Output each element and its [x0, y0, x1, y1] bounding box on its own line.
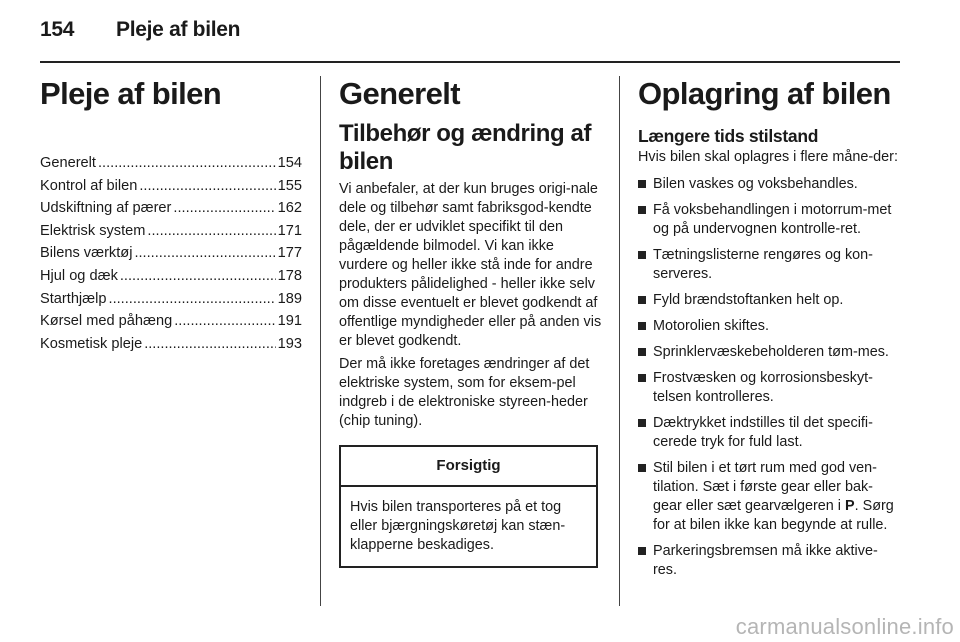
toc-page-number: 171 — [277, 222, 302, 239]
list-item: Fyld brændstoftanken helt op. — [638, 291, 900, 310]
list-item: Få voksbehandlingen i motorrum-met og på undervognen kontrolle-ret. — [638, 201, 900, 239]
list-item: Motorolien skiftes. — [638, 317, 900, 336]
toc-leader-dots — [120, 265, 276, 288]
gear-text-before: Stil bilen i et tørt rum med god ven-tilation. Sæt i første gear eller bak-gear eller sæt gearvælgeren i — [653, 460, 877, 514]
storage-intro: Hvis bilen skal oplagres i flere måne-der: — [638, 149, 898, 165]
section-title-storage: Oplagring af bilen — [638, 76, 891, 111]
column-divider-1 — [320, 76, 321, 606]
accessories-paragraph: Vi anbefaler, at der kun bruges origi-nale dele og tilbehør samt fabriksgod-kendte dele, der er udviklet specifikt til den pågældende bilmodel. Vi kan ikke vurdere og heller ikke stå inde for andre produkters pålidelighed - heller ikke selv om disse eventuelt er blevet godkendt af offentlige myndigheder eller på anden vis er blevet godkendt. — [339, 181, 602, 349]
toc-leader-dots — [134, 242, 275, 265]
page-number: 154 — [40, 18, 75, 41]
gear-position-p: P — [844, 498, 855, 514]
storage-section-column — [638, 76, 900, 587]
list-item: Sprinklervæskebeholderen tøm-mes. — [638, 343, 900, 362]
list-item: Bilen vaskes og voksbehandles. — [638, 175, 900, 194]
list-item: Frostvæsken og korrosionsbeskyt-telsen kontrolleres. — [638, 369, 900, 407]
toc-label: Kontrol af bilen — [40, 177, 138, 194]
toc-page-number: 155 — [277, 177, 302, 194]
toc-entry[interactable] — [40, 220, 302, 243]
electrical-changes-paragraph: Der må ikke foretages ændringer af det elektriske system, som for eksem-pel indgreb i de elektroniske styreen-heder (chip tuning). — [339, 356, 590, 429]
list-item: Parkeringsbremsen må ikke aktive-res. — [638, 542, 900, 580]
toc-leader-dots — [98, 152, 276, 175]
toc-label: Kørsel med påhæng — [40, 313, 173, 330]
caution-box — [339, 445, 598, 568]
toc-label: Bilens værktøj — [40, 245, 133, 262]
gear-text-after: . Sørg for at bilen ikke kan begynde at rulle. — [653, 498, 894, 533]
toc-leader-dots — [173, 197, 275, 220]
toc-label: Generelt — [40, 155, 96, 171]
toc-leader-dots — [144, 333, 275, 356]
list-item — [638, 459, 900, 535]
toc-label: Hjul og dæk — [40, 267, 118, 284]
chapter-contents-column — [40, 76, 302, 355]
table-of-contents — [40, 152, 302, 355]
toc-label: Udskiftning af pærer — [40, 200, 172, 217]
toc-entry[interactable] — [40, 197, 302, 220]
page-header — [40, 18, 240, 42]
watermark: carmanualsonline.info — [735, 614, 954, 639]
header-rule — [40, 61, 900, 63]
chapter-title: Pleje af bilen — [40, 76, 222, 111]
list-item: Dæktrykket indstilles til det specifi-cerede tryk for fuld last. — [638, 414, 900, 452]
toc-page-number: 162 — [277, 200, 302, 217]
toc-leader-dots — [139, 175, 275, 198]
toc-entry[interactable] — [40, 288, 302, 311]
section-title-generelt: Generelt — [339, 76, 460, 111]
toc-entry[interactable] — [40, 333, 302, 356]
list-item: Tætningslisterne rengøres og kon-serveres. — [638, 246, 900, 284]
toc-entry[interactable] — [40, 310, 302, 333]
toc-page-number: 177 — [277, 245, 302, 262]
toc-page-number: 189 — [277, 290, 302, 307]
toc-page-number: 193 — [277, 335, 302, 352]
toc-entry[interactable] — [40, 265, 302, 288]
general-section-column — [339, 76, 602, 568]
toc-page-number: 178 — [277, 267, 302, 284]
toc-page-number: 191 — [277, 313, 302, 330]
toc-leader-dots — [109, 288, 276, 311]
toc-entry[interactable] — [40, 152, 302, 175]
toc-leader-dots — [174, 310, 275, 333]
header-title: Pleje af bilen — [116, 18, 241, 41]
column-divider-2 — [619, 76, 620, 606]
toc-page-number: 154 — [277, 155, 302, 171]
caution-title: Forsigtig — [341, 447, 596, 487]
toc-label: Elektrisk system — [40, 222, 146, 239]
toc-leader-dots — [147, 220, 275, 243]
storage-checklist — [638, 175, 900, 580]
toc-entry[interactable] — [40, 175, 302, 198]
subsection-title-long-storage: Længere tids stilstand — [638, 126, 819, 146]
caution-text: Hvis bilen transporteres på et tog eller bjærgningskøretøj kan stæn-klapperne beskadiges. — [350, 499, 566, 553]
subsection-title-accessories: Tilbehør og ændring af bilen — [339, 120, 592, 175]
toc-entry[interactable] — [40, 242, 302, 265]
toc-label: Starthjælp — [40, 290, 107, 307]
toc-label: Kosmetisk pleje — [40, 335, 143, 352]
